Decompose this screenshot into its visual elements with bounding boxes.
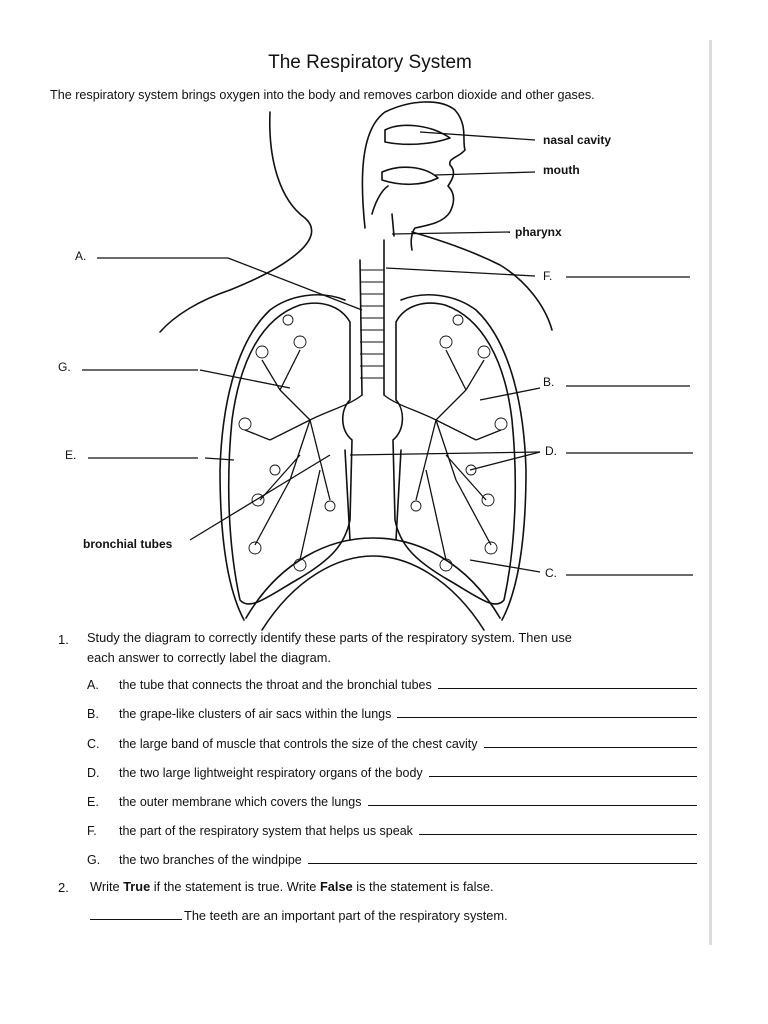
- mediastinum-right: [396, 450, 401, 540]
- pharynx-outline: [372, 186, 394, 236]
- question-1-item-c: [87, 737, 697, 755]
- item-text: the two large lightweight respiratory organs of the body: [119, 766, 423, 780]
- label-nasal-cavity: nasal cavity: [543, 133, 612, 147]
- label-bronchial-tubes: bronchial tubes: [83, 537, 173, 551]
- question-1-prompt-line1: Study the diagram to correctly identify these parts of the respiratory system. Then use: [87, 630, 572, 645]
- question-1-item-a: [87, 678, 697, 696]
- true-false-statement: [90, 908, 508, 923]
- answer-blank-d[interactable]: [429, 767, 697, 777]
- answer-blank-b[interactable]: [397, 708, 697, 718]
- mediastinum-left: [345, 450, 350, 540]
- item-text: the large band of muscle that controls the size of the chest cavity: [119, 737, 478, 751]
- item-letter: F.: [87, 824, 97, 838]
- trachea-left-wall: [360, 260, 362, 395]
- worksheet-title: The Respiratory System: [268, 52, 472, 73]
- label-pharynx: pharynx: [515, 225, 562, 239]
- head-profile: [362, 102, 465, 250]
- item-letter: G.: [87, 853, 101, 867]
- intro-text: The respiratory system brings oxygen into the body and removes carbon dioxide and other gases.: [50, 88, 595, 102]
- question-1-prompt-line2: each answer to correctly label the diagram.: [87, 650, 331, 665]
- item-letter: A.: [87, 678, 99, 692]
- leader-lines: [82, 132, 693, 575]
- question-1-item-g: [87, 853, 697, 871]
- item-letter: E.: [87, 795, 99, 809]
- diaphragm: [246, 538, 500, 630]
- answer-blank-g[interactable]: [308, 854, 697, 864]
- question-1-item-b: [87, 707, 697, 725]
- answer-blank-e[interactable]: [368, 796, 698, 806]
- item-text: the outer membrane which covers the lungs: [119, 795, 362, 809]
- false-word: False: [319, 879, 353, 894]
- question-1-item-f: [87, 824, 697, 842]
- true-word: True: [123, 879, 151, 894]
- answer-blank-c[interactable]: [484, 738, 697, 748]
- prompt-part: is the statement is false.: [352, 879, 494, 894]
- item-letter: D.: [87, 766, 100, 780]
- label-f: F.: [543, 269, 553, 283]
- question-2-prompt: [90, 879, 494, 894]
- mouth-shape: [382, 167, 438, 184]
- item-letter: C.: [87, 737, 100, 751]
- label-c: C.: [545, 566, 557, 580]
- item-text: the part of the respiratory system that helps us speak: [119, 824, 413, 838]
- label-g: G.: [58, 360, 71, 374]
- true-false-answer-blank[interactable]: [90, 910, 182, 920]
- label-d: D.: [545, 444, 557, 458]
- question-1-item-e: [87, 795, 697, 813]
- prompt-part: Write: [90, 879, 124, 894]
- question-1-number: 1.: [58, 632, 69, 647]
- trachea-rings: [360, 270, 384, 378]
- right-pleura: [401, 295, 526, 620]
- item-letter: B.: [87, 707, 99, 721]
- answer-blank-a[interactable]: [438, 679, 697, 689]
- prompt-part: if the statement is true. Write: [150, 879, 320, 894]
- label-mouth: mouth: [543, 163, 580, 177]
- answer-blank-f[interactable]: [419, 825, 697, 835]
- question-1-item-d: [87, 766, 697, 784]
- label-e: E.: [65, 448, 77, 462]
- alveoli-clusters: [239, 315, 507, 571]
- label-a: A.: [75, 249, 87, 263]
- item-text: the two branches of the windpipe: [119, 853, 302, 867]
- statement-text: The teeth are an important part of the respiratory system.: [184, 908, 508, 923]
- left-lung-outline: [229, 303, 352, 604]
- nasal-cavity-shape: [385, 125, 450, 144]
- item-text: the grape-like clusters of air sacs within the lungs: [119, 707, 392, 721]
- label-b: B.: [543, 375, 555, 389]
- item-text: the tube that connects the throat and the bronchial tubes: [119, 678, 432, 692]
- question-2-number: 2.: [58, 880, 69, 895]
